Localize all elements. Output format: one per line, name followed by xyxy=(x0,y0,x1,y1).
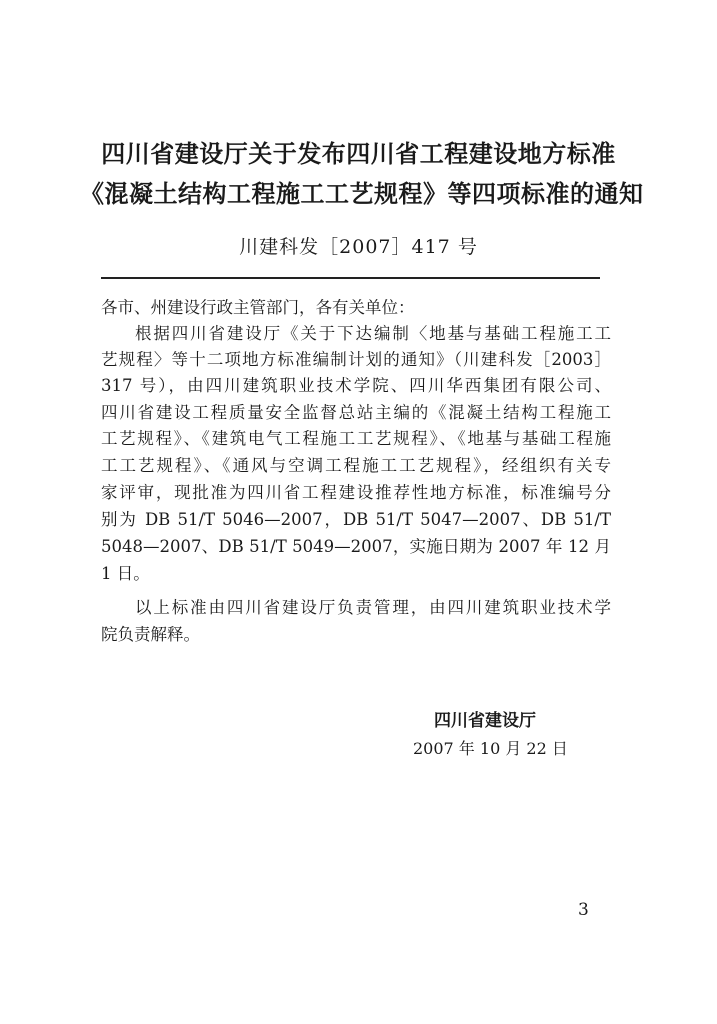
paragraph-1-line: 317 号），由四川建筑职业技术学院、四川华西集团有限公司、 xyxy=(101,376,611,395)
title-divider-rule xyxy=(101,277,600,279)
paragraph-1-line: 四川省建设工程质量安全监督总站主编的《混凝土结构工程施工 xyxy=(101,403,611,422)
paragraph-2-line: 院负责解释。 xyxy=(101,625,200,644)
paragraph-2-line: 以上标准由四川省建设厅负责管理，由四川建筑职业技术学 xyxy=(135,598,611,617)
paragraph-1-line: 家评审，现批准为四川省工程建设推荐性地方标准，标准编号分 xyxy=(101,483,611,502)
paragraph-1-line: 5048—2007、DB 51/T 5049—2007，实施日期为 2007 年 12 月 xyxy=(101,537,611,556)
document-title-line-2: 《混凝土结构工程施工工艺规程》等四项标准的通知 xyxy=(80,179,644,208)
paragraph-1-line: 别为 DB 51/T 5046—2007，DB 51/T 5047—2007、DB 51/T xyxy=(101,510,611,529)
paragraph-1-line: 根据四川省建设厅《关于下达编制〈地基与基础工程施工工 xyxy=(135,324,611,343)
paragraph-1-line: 1 日。 xyxy=(101,564,150,583)
document-title-line-1: 四川省建设厅关于发布四川省工程建设地方标准 xyxy=(101,139,616,168)
page-number: 3 xyxy=(578,900,589,920)
document-number: 川建科发［2007］417 号 xyxy=(239,236,478,258)
salutation: 各市、州建设行政主管部门，各有关单位： xyxy=(101,298,415,317)
paragraph-1-line: 工工艺规程》、《通风与空调工程施工工艺规程》，经组织有关专 xyxy=(101,456,611,475)
issue-date: 2007 年 10 月 22 日 xyxy=(413,739,568,758)
paragraph-1-line: 艺规程〉等十二项地方标准编制计划的通知》（川建科发［2003］ xyxy=(101,350,611,369)
issuing-authority-signature: 四川省建设厅 xyxy=(434,711,536,731)
paragraph-1-line: 工艺规程》、《建筑电气工程施工工艺规程》、《地基与基础工程施 xyxy=(101,429,611,448)
